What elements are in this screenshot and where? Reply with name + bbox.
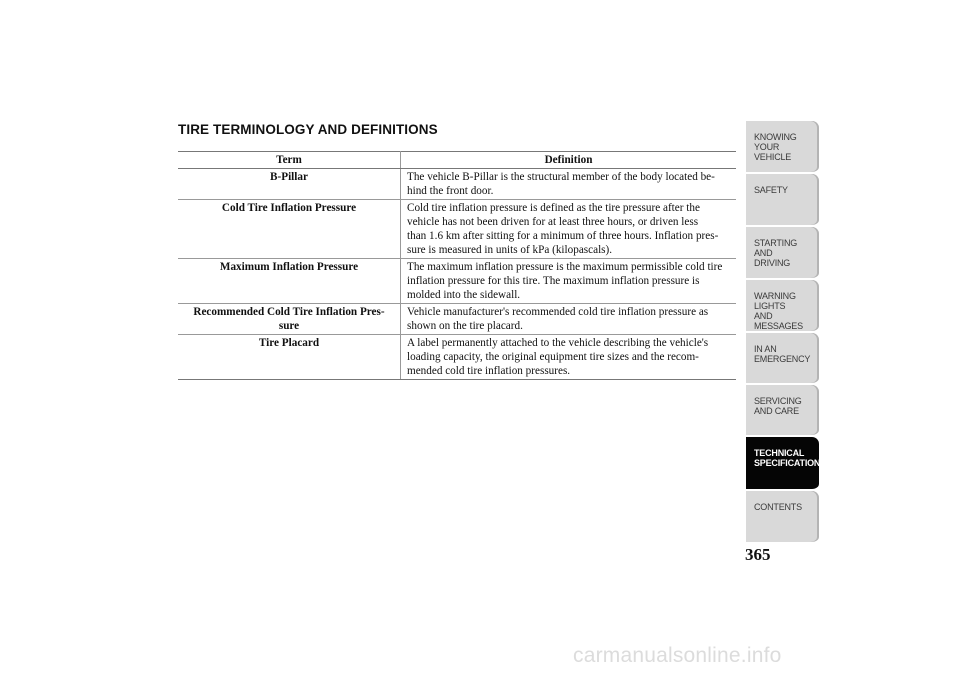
tab-contents[interactable]: CONTENTS <box>746 491 819 544</box>
definition-cell: Vehicle manufacturer's recommended cold tire inflation pressure as shown on the tire placard. <box>401 304 737 335</box>
tab-servicing-and-care[interactable]: SERVICING AND CARE <box>746 385 819 437</box>
tab-in-an-emergency[interactable]: IN AN EMERGENCY <box>746 333 819 385</box>
definition-cell: The maximum inflation pressure is the maximum permissible cold tire inflation pressure for this tire. The maximum inflation pressure is molded into the sidewall. <box>401 259 737 304</box>
table-row <box>178 169 736 200</box>
term-cell: B-Pillar <box>178 169 401 200</box>
definition-column-header: Definition <box>401 152 737 169</box>
tab-knowing-your-vehicle[interactable]: KNOWING YOUR VEHICLE <box>746 121 819 174</box>
page-number: 365 <box>745 545 771 564</box>
section-title: TIRE TERMINOLOGY AND DEFINITIONS <box>178 122 438 137</box>
tab-warning-lights-and-messages[interactable]: WARNING LIGHTS AND MESSAGES <box>746 280 819 333</box>
definition-cell: A label permanently attached to the vehicle describing the vehicle's loading capacity, the original equipment tire sizes and the recom- mended cold tire inflation pressures. <box>401 335 737 380</box>
definition-cell: The vehicle B-Pillar is the structural member of the body located be- hind the front door. <box>401 169 737 200</box>
term-column-header: Term <box>178 152 401 169</box>
table-row <box>178 304 736 335</box>
term-cell: Tire Placard <box>178 335 401 380</box>
tab-technical-specifications[interactable]: TECHNICAL SPECIFICATIONS <box>746 437 819 491</box>
table-header-row <box>178 152 736 169</box>
table-row <box>178 259 736 304</box>
term-cell: Maximum Inflation Pressure <box>178 259 401 304</box>
tab-safety[interactable]: SAFETY <box>746 174 819 227</box>
table-row <box>178 200 736 259</box>
term-cell: Recommended Cold Tire Inflation Pres- sure <box>178 304 401 335</box>
definitions-table <box>178 151 736 380</box>
tab-starting-and-driving[interactable]: STARTING AND DRIVING <box>746 227 819 280</box>
term-cell: Cold Tire Inflation Pressure <box>178 200 401 259</box>
definition-cell: Cold tire inflation pressure is defined as the tire pressure after the vehicle has not been driven for at least three hours, or driven less than 1.6 km after sitting for a minimum of three hours. Inflation pres- sure is measured in units of kPa (kilopascals). <box>401 200 737 259</box>
table-row <box>178 335 736 380</box>
chapter-tabs <box>746 121 827 544</box>
watermark-text: carmanualsonline.info <box>573 644 782 667</box>
